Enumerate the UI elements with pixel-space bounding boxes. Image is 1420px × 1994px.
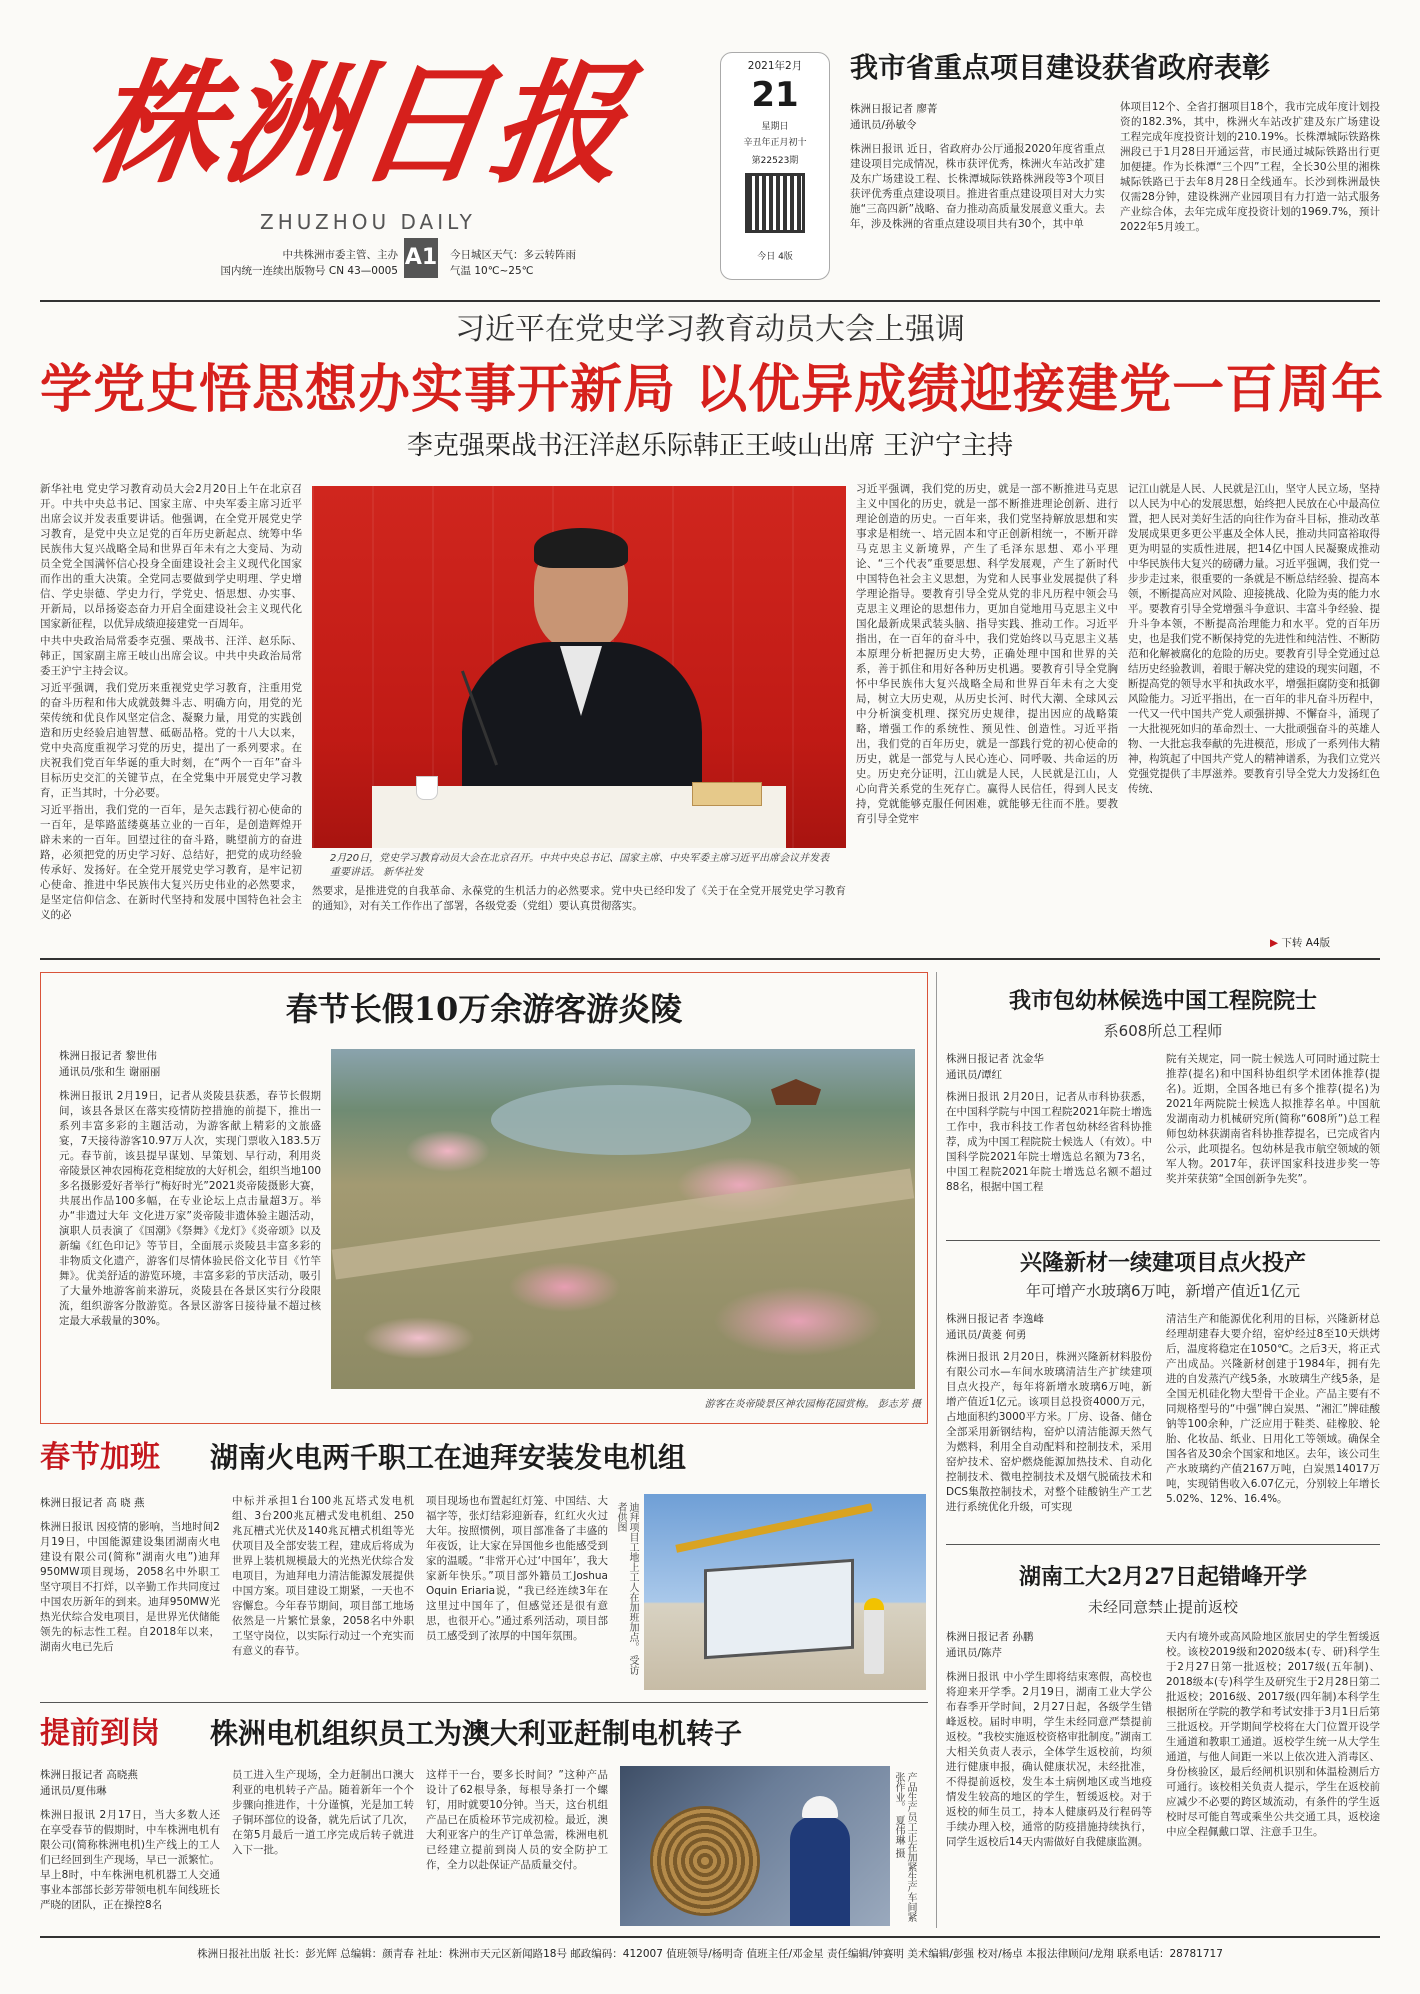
- power-title[interactable]: 湖南火电两千职工在迪拜安装发电机组: [210, 1441, 687, 1474]
- lead-paragraph-4: 习近平指出，我们党的一百年，是矢志践行初心使命的一百年，是筚路蓝缕奠基立业的一百年，是创造辉煌开辟未来的一百年。回望过往的奋斗路，眺望前方的奋进路，必须把党的历史学习好、总结好，把党的成功经验传承好、发扬好。在全党开展党史学习教育，是牢记初心使命、推进中华民族伟大复兴历史伟业的必然要求，是坚定信仰信念、在新时代坚持和发展中国特色社会主义的必: [40, 804, 302, 921]
- rule: [40, 958, 1380, 960]
- top-story-col2: 体项目12个、全省打捆项目18个，我市完成年度计划投资的182.3%，其中，株洲火车站改扩建及东广场建设工程完成年度投资计划的210.19%。长株潭城际铁路株洲段已于1月28日开通运营，市民通过城际铁路出行更加便捷。作为长株潭“三个四”工程，全长30公里的湘株城际铁路已于去年8月28日全线通车。长沙到株洲最快仅需28分钟，建设株洲产业园项目有力打造一站式服务产业综合体，去年完成年度投资计划的1969.7%，预计2022年5月竣工。: [1120, 101, 1380, 233]
- xinglong-subtitle: 年可增产水玻璃6万吨，新增产值近1亿元: [1025, 1282, 1301, 1300]
- tourism-box: [40, 972, 928, 1424]
- academician-story: [946, 986, 1380, 1234]
- headline-kicker: 习近平在党史学习教育动员大会上强调: [455, 312, 965, 347]
- tourism-body: 株洲日报讯 2月19日，记者从炎陵县获悉，春节长假期间，该县各景区在落实疫情防控措施的前提下，推出一系列丰富多彩的主题活动，为游客献上精彩的文旅盛宴，7天接待游客10.97万人次，实现门票收入183.5万元。春节前，该县提早谋划、早策划、早行动，利用炎帝陵景区神农园梅花竞相绽放的大好机会，组织当地100多名摄影爱好者举行“梅好时光”2021炎帝陵摄影大赛，共展出作品100多幅，在专业论坛上点击量超3万。举办“非遗过大年 文化进万家”炎帝陵非遗体验主题活动，演职人员表演了《国潮》《祭舞》《龙灯》《炎帝颂》以及新编《红色印记》等节目，全面展示炎陵县丰富多彩的非物质文化遗产，游客们尽情体验民俗文化节目《竹竿舞》。优美舒适的游览环境，丰富多彩的节庆活动，吸引了大量外地游客前来游玩，炎陵县在各景区实行分段限流，组织游客分散游览。各景区游客日接待量不超过核定最大承载量的30%。: [59, 1090, 321, 1327]
- footer-rule: [40, 1936, 1380, 1938]
- date-day: 21: [751, 75, 799, 115]
- motor-photo[interactable]: [620, 1766, 890, 1926]
- weekday: 星期日: [761, 122, 789, 132]
- continue-note: [1270, 936, 1330, 951]
- motor-col3: 这样干一台，要多长时间？”这种产品设计了62根导条，每根导条打一个螺钉，用时就要10分钟。当天，这台机组产品已在质检环节完成初检。最近，澳大利亚客户的生产订单急需，株洲电机已经建立提前到岗人员的安全防护工作，全力以赴保证产品质量交付。: [426, 1769, 608, 1871]
- masthead: [40, 28, 720, 310]
- hut-col1: 株洲日报讯 中小学生即将结束寒假，高校也将迎来开学季。2月19日，湖南工业大学公布春季开学时间，2月27日起，各级学生错峰返校。届时申明，学生未经同意严禁提前返校。“我校实施返校资格审批制度。”湖南工大相关负责人表示，全体学生返校前，均须进行健康申报，确认健康状况，未经批准，不得提前返校，发生本土病例地区或当地疫情发生较高的地区的学生，暂缓返校。对于返校的师生员工，持本人健康码及行程码等手续办理入校，通常的防疫措施持续执行，同学生返校后14天内需做好自我健康监测。: [946, 1671, 1152, 1848]
- academician-col1: 株洲日报讯 2月20日，记者从市科协获悉，在中国科学院与中国工程院2021年院士增选工作中，我市科技工作者包幼林经省科协推荐，成为中国工程院院士候选人（有效）。中国科学院2021年院士增选总名额为73名，中国工程院2021年院士增选总名额不超过88名，根据中国工程: [946, 1091, 1152, 1193]
- hut-col2: 天内有境外或高风险地区旅居史的学生暂缓返校。该校2019级和2020级本(专、研)科学生于2月27日第一批返校；2017级(五年制)、2018级本(专)科学生及研究生于2月28日第二批返校；2016级、2017级(四年制)本科学生根据所在学院的教学和考试安排于3月1日后第三批返校。开学期间学校将在大门位置开设学生通道和教职工通道。返校学生统一从大学生通道，与他人间距一米以上依次进入消毒区、身份核验区，最后经闸机识别和体温检测后方可通行。该校相关负责人提示，学生在返校前应减少不必要的跨区域流动，有条件的学生返校时尽可能自驾或乘坐公共交通工具，返校途中应全程佩戴口罩、注意手卫生。: [1166, 1631, 1380, 1838]
- lead-paragraph-1: 新华社电 党史学习教育动员大会2月20日上午在北京召开。中共中央总书记、国家主席、中央军委主席习近平出席会议并发表重要讲话。他强调，在全党开展党史学习教育，是党中央立足党的百年历史新起点、统筹中华民族伟大复兴战略全局和世界百年未有之大变局、为动员全党全国满怀信心投身全面建设社会主义现代化国家而作出的重大决策。全党同志要做到学史明理、学史增信、学史崇德、学史力行，学党史、悟思想、办实事、开新局，以昂扬姿态奋力开启全面建设社会主义现代化国家新征程，以优异成绩迎接建党一百周年。: [40, 483, 302, 630]
- date-year-month: 2021年2月: [747, 60, 803, 72]
- motor-byline: 株洲日报记者 高晓燕: [40, 1769, 138, 1781]
- tourism-title[interactable]: 春节长假10万余游客游炎陵: [285, 990, 683, 1028]
- lead-under-photo: 然要求，是推进党的自我革命、永葆党的生机活力的必然要求。党中央已经印发了《关于在全党开展党史学习教育的通知》，对有关工作作出了部署，各级党委（党组）要认真贯彻落实。: [312, 885, 846, 912]
- worker-helmet: [802, 1796, 838, 1818]
- tourism-byline: 株洲日报记者 黎世伟: [59, 1050, 157, 1062]
- tourism-photo-caption: 游客在炎帝陵景区神农园梅花园赏梅。 彭志芳 摄: [704, 1399, 921, 1410]
- mirror-panel: [704, 1559, 854, 1659]
- motor-photo-caption: 产品生产员工正在加紧生产车间紧张作业。 夏伟琳 摄: [893, 1772, 916, 1922]
- rule: [40, 1702, 928, 1703]
- lead-col1: [40, 482, 302, 952]
- top-story-byline: 株洲日报记者 廖菁: [850, 103, 938, 115]
- continue-icon: ▶: [1270, 937, 1279, 949]
- masthead-pinyin: ZHUZHOU DAILY: [260, 210, 476, 234]
- worker-figure: [790, 1816, 850, 1926]
- top-story: [850, 50, 1380, 290]
- lead-paragraph-3: 习近平强调，我们党历来重视党史学习教育，注重用党的奋斗历程和伟大成就鼓舞斗志、明确方向，用党的光荣传统和优良作风坚定信念、凝聚力量，用党的实践创造和历史经验启迪智慧、砥砺品格。党的十八大以来，党中央高度重视学习党的历史，提出了一系列要求。在庆祝我们党百年华诞的重大时刻，在“两个一百年”奋斗目标历史交汇的关键节点，在全党集中开展党史学习教育，正当其时，十分必要。: [40, 682, 302, 799]
- motor-byline2: 通讯员/夏伟琳: [40, 1785, 107, 1797]
- pavilion: [771, 1079, 821, 1105]
- tea-cup: [416, 776, 438, 800]
- temperature: 气温 10℃~25℃: [450, 265, 534, 277]
- rule: [946, 1240, 1380, 1241]
- lead-photo-caption: 2月20日，党史学习教育动员大会在北京召开。中共中央总书记、国家主席、中央军委主席习近平出席会议并发表重要讲话。 新华社发: [330, 853, 830, 878]
- name-plate: [692, 782, 762, 806]
- hut-byline2: 通讯员/陈芹: [946, 1647, 1003, 1659]
- xinglong-byline2: 通讯员/黄菱 何勇: [946, 1329, 1027, 1341]
- academician-title[interactable]: 我市包幼林候选中国工程院院士: [1008, 988, 1317, 1014]
- power-byline: 株洲日报记者 高 晓 燕: [40, 1497, 145, 1509]
- headline-main[interactable]: 学党史悟思想办实事开新局 以优异成绩迎接建党一百周年: [40, 359, 1385, 420]
- rotor-drum: [650, 1806, 760, 1916]
- masthead-cn: 国内统一连续出版物号 CN 43—0005: [220, 265, 398, 277]
- motor-col1: 株洲日报讯 2月17日，当大多数人还在享受春节的假期时，中车株洲电机有限公司(简称株洲电机)生产线上的工人们已经回到生产现场，早已一派繁忙。早上8时，中车株洲电机机器工人交通事业本部部长彭芳带领电机车间线班长严晓的团队，正在操控8名: [40, 1809, 220, 1911]
- power-col1: 株洲日报讯 因疫情的影响，当地时间2月19日，中国能源建设集团湖南火电建设有限公司(简称“湖南火电”)迪拜950MW项目现场，2058名中外职工坚守项目不打烊，以辛勤工作共同度过中国农历新年的到来。迪拜950MW光热光伏综合发电项目，是世界光伏储能领先的标志性工程。自2018年以来，湖南火电已先后: [40, 1521, 220, 1653]
- lead-col4: 记江山就是人民、人民就是江山，坚守人民立场，坚持以人民为中心的发展思想，始终把人民放在心中最高位置，把人民对美好生活的向往作为奋斗目标，推动改革发展成果更多更公平惠及全体人民，推动共同富裕取得更为明显的实质性进展，把14亿中国人民凝聚成推动中华民族伟大复兴的磅礴力量。习近平强调，我们党一步步走过来，很重要的一条就是不断总结经验、提高本领，不断提高应对风险、迎接挑战、化险为夷的能力水平。要教育引导全党增强斗争意识、丰富斗争经验、提升斗争本领，不断提高治理能力和水平。党的百年历史，也是我们党不断保持党的先进性和纯洁性、不断防范和化解被腐化的危险的历史。要教育引导全党通过总结历史经验教训，着眼于解决党的建设的现实问题，不断提高党的领导水平和执政水平，增强拒腐防变和抵御风险能力。习近平指出，在一百年的非凡奋斗历程中，一代又一代中国共产党人顽强拼搏、不懈奋斗，涌现了一大批视死如归的革命烈士、一大批顽强奋斗的英雄人物、一大批忘我奉献的先进模范，形成了一系列伟大精神，构筑起了中国共产党人的精神谱系，为我们立党兴党强党提供了丰厚滋养。要教育引导全党大力发扬红色传统、: [1128, 483, 1380, 795]
- academician-col2: 院有关规定，同一院士候选人可同时通过院士推荐(提名)和中国科协组织学术团体推荐(提名)。近期，全国各地已有多个推荐(提名)为2021年两院院士候选人拟推荐名单。中国航发湖南动力机械研究所(简称“608所”)总工程师包幼林获湖南省科协推荐提名，已完成省内公示，此项提名。包幼林是我市航空领域的领军人物。2017年，获评国家科技进步奖一等奖并荣获第“全国创新争先奖”。: [1166, 1053, 1380, 1185]
- xinglong-col2: 清洁生产和能源优化利用的目标，兴隆新材总经理胡建春大要介绍，窑炉经过8至10天烘烤后，温度将稳定在1050℃。之后3天，将正式产出成品。兴隆新材创建于1984年，拥有先进的自发蒸汽产线5条，水玻璃生产线5条，是全国无机硅化物大型骨干企业。产品主要有不同规格型号的“中强”牌白炭黑、“湘汇”牌硅酸钠等100余种，广泛应用于鞋类、硅橡胶、轮胎、化妆品、纸业、日用化工等领域。确保全国各省及30余个国家和地区。去年，该公司生产水玻璃约产值2167万吨，白炭黑14017万吨，实现销售收入6.07亿元，分别较上年增长5.02%、12%、16.4%。: [1166, 1313, 1380, 1505]
- motor-story: [40, 1712, 928, 1928]
- power-col3: 项目现场也布置起红灯笼、中国结、大福字等，张灯结彩迎新春，红红火火过大年。按照惯例，项目部准备了丰盛的年夜饭，让大家在异国他乡也能感受到家的温暖。“非常开心过‘中国年’，我大家新年快乐。”项目部外籍员工Joshua Oquin Eriaria说，“我已经连续3年在这里过中国年了，但感觉还是很有意思，也很开心。”通过系列活动，项目部员工感受到了浓厚的中国年氛围。: [426, 1495, 608, 1642]
- worker-helmet: [864, 1598, 884, 1610]
- academician-subtitle: 系608所总工程师: [1103, 1022, 1223, 1040]
- lunar-date: 辛丑年正月初十: [743, 138, 807, 148]
- hut-subtitle: 未经同意禁止提前返校: [1087, 1598, 1238, 1616]
- hut-byline: 株洲日报记者 孙鹏: [946, 1631, 1034, 1643]
- lead-col3: 习近平强调，我们党的历史，就是一部不断推进马克思主义中国化的历史，就是一部不断推进理论创新、进行理论创造的历史。一百年来，我们党坚持解放思想和实事求是相统一、培元固本和守正创新相统一，不断开辟马克思主义新境界，产生了毛泽东思想、邓小平理论、“三个代表”重要思想、科学发展观，产生了新时代中国特色社会主义思想，为党和人民事业发展提供了科学理论指导。要教育引导全党从党的非凡历程中领会马克思主义理论的思想伟力，更加自觉地用马克思主义中国化最新成果武装头脑、指导实践、推动工作。习近平指出，在一百年的奋斗中，我们党始终以马克思主义基本原理分析把握历史大势，正确处理中国和世界的关系，善于抓住和用好各种历史机遇。要教育引导全党胸怀中华民族伟大复兴战略全局和世界百年未有之大变局，树立大历史观，从历史长河、时代大潮、全球风云中分析演变机理、探究历史规律，提出因应的战略策略，增强工作的系统性、预见性、创造性。习近平指出，我们党的百年历史，就是一部践行党的初心使命的历史，就是一部党与人民心连心、同呼吸、共命运的历史。历史充分证明，江山就是人民，人民就是江山，人心向背关系党的生死存亡。赢得人民信任，得到人民支持，党就能够克服任何困难，就能够无往而不胜。要教育引导全党牢: [856, 483, 1118, 825]
- top-story-title[interactable]: 我市省重点项目建设获省政府表彰: [850, 51, 1271, 84]
- masthead-sponsor: 中共株洲市委主管、主办: [282, 249, 398, 261]
- pages-today: 今日 4版: [757, 252, 793, 262]
- rule: [40, 300, 1380, 302]
- top-story-col1: 株洲日报讯 近日，省政府办公厅通报2020年度省重点建设项目完成情况，株市获评优秀，株洲火车站改扩建及东广场建设工程、长株潭城际铁路株洲段等3个项目获评优秀重点建设项目。推进省重点建设项目对大力实施“三高四新”战略、奋力推动高质量发展意义重大。去年，涉及株洲的省重点建设项目共有30个，其中单: [850, 143, 1105, 230]
- lead-paragraph-2: 中共中央政治局常委李克强、栗战书、汪洋、赵乐际、韩正，国家副主席王岐山出席会议。中共中央政治局常委王沪宁主持会议。: [40, 635, 302, 677]
- power-kicker: 春节加班: [40, 1440, 160, 1475]
- weather: 今日城区天气：多云转阵雨: [450, 249, 576, 261]
- academician-byline2: 通讯员/谭红: [946, 1069, 1003, 1081]
- continue-note-text[interactable]: 下转 A4版: [1281, 937, 1331, 949]
- page-label: A1: [404, 238, 438, 278]
- hut-title[interactable]: 湖南工大2月27日起错峰开学: [1019, 1564, 1307, 1590]
- power-col2: 中标并承担1台100兆瓦塔式发电机组、3台200兆瓦槽式发电机组、250兆瓦槽式光伏及140兆瓦槽式机组等光伏项目及全部安装工程，建成后将成为世界上装机规模最大的光热光伏综合发电项目，为迪拜电力清洁能源发展提供中国方案。项目建设工期紧，一天也不容懈怠。今年春节期间，项目部工地场依然是一片繁忙景象，2058名中外职工坚守岗位，以实际行动过一个充实而有意义的春节。: [232, 1495, 414, 1657]
- headline-sub: 李克强栗战书汪洋赵乐际韩正王岐山出席 王沪宁主持: [406, 431, 1014, 461]
- worker-figure: [864, 1604, 884, 1674]
- xinglong-title[interactable]: 兴隆新材一续建项目点火投产: [1019, 1250, 1306, 1276]
- motor-title[interactable]: 株洲电机组织员工为澳大利亚赶制电机转子: [210, 1717, 743, 1750]
- pond: [491, 1085, 751, 1155]
- power-photo[interactable]: [644, 1494, 926, 1690]
- xinglong-byline: 株洲日报记者 李逸峰: [946, 1313, 1044, 1325]
- lead-photo[interactable]: [312, 486, 846, 848]
- top-story-byline2: 通讯员/孙敏令: [850, 119, 917, 131]
- tourism-photo[interactable]: [331, 1049, 915, 1389]
- garden-path: [332, 1169, 914, 1280]
- hut-story: [946, 1552, 1380, 1928]
- power-story: [40, 1436, 928, 1698]
- masthead-title: 株洲日报: [79, 47, 637, 202]
- qr-code[interactable]: [745, 173, 805, 233]
- issue-number: 第22523期: [751, 156, 799, 166]
- rule: [946, 1544, 1380, 1545]
- xinglong-story: [946, 1248, 1380, 1538]
- xinglong-col1: 株洲日报讯 2月20日，株洲兴隆新材料股份有限公司水—车间水玻璃清洁生产扩续建项目点火投产，每年将新增水玻璃6万吨，新增产值近1亿元。该项目总投资4000万元，占地面积约3000平方米。厂房、设备、储仓全部采用新钢结构，窑炉以清洁能源天然气为燃料，利用全自动配料和控制技术，采用窑炉技术、窑炉燃烧能源加热技术、自动化控制技术、微电控制技术及烟气脱硫技术和DCS集散控制技术，对整个硅酸钠生产工艺进行系统优化升级，可实现: [946, 1351, 1152, 1513]
- column-divider: [936, 972, 937, 1928]
- date-box: [720, 52, 830, 280]
- tourism-byline2: 通讯员/张和生 谢丽丽: [59, 1066, 161, 1078]
- academician-byline: 株洲日报记者 沈金华: [946, 1053, 1044, 1065]
- motor-col2: 员工进入生产现场，全力赶制出口澳大利亚的电机转子产品。随着新年一个个步骤向推进作，十分谨慎，光是加工转子铜环部位的设备，就先后试了几次，在第5月最后一道工序完成后转子就进入下一批。: [232, 1769, 414, 1856]
- speaker-hair: [534, 528, 628, 568]
- crane-arm: [675, 1503, 872, 1552]
- footer-text: 株洲日报社出版 社长：彭光辉 总编辑：颜青春 社址：株洲市天元区新闻路18号 邮政编码：412007 值班领导/杨明奇 值班主任/邓金星 责任编辑/钟赛明 美术编辑/彭强 校对/杨卓 本报法律顾问/龙翔 联系电话：28781717: [197, 1948, 1223, 1960]
- power-photo-caption: 迪拜项目工地上工人在加班加点。 受访者供图: [615, 1502, 638, 1676]
- motor-kicker: 提前到岗: [40, 1716, 160, 1751]
